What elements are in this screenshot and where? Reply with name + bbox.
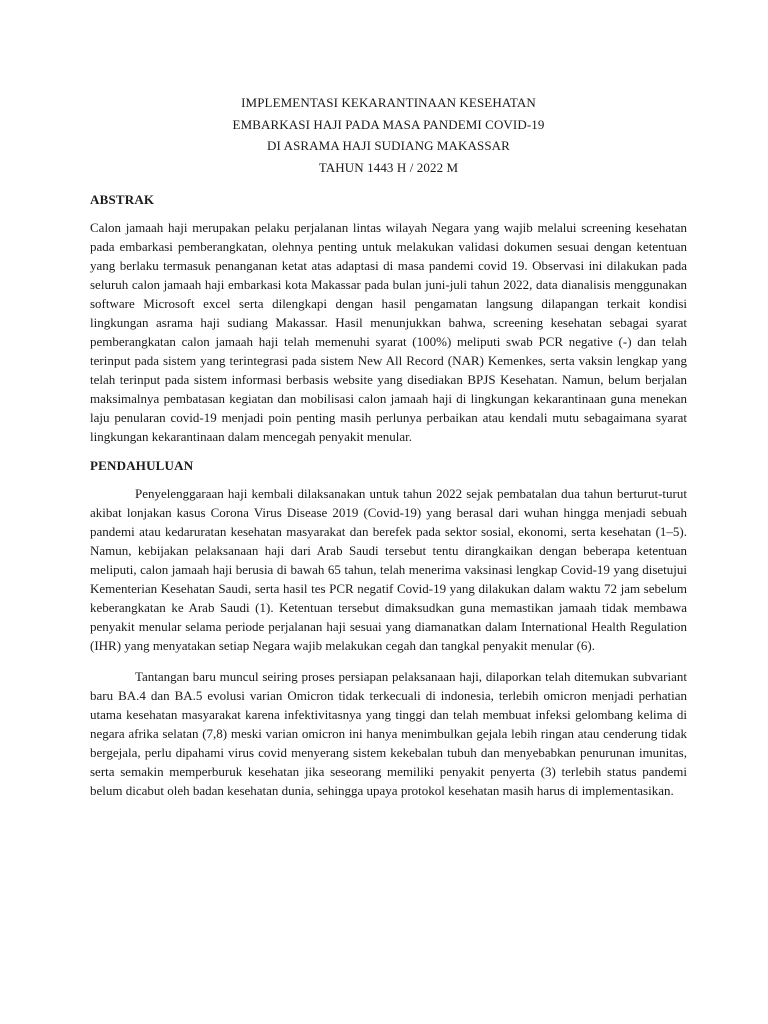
abstract-heading: ABSTRAK [90, 192, 155, 207]
title-line-2: EMBARKASI HAJI PADA MASA PANDEMI COVID-19 [232, 116, 545, 132]
paper-title [90, 92, 687, 178]
title-line-1: IMPLEMENTASI KEKARANTINAAN KESEHATAN [241, 95, 536, 110]
introduction-heading: PENDAHULUAN [90, 458, 194, 473]
title-line-3: DI ASRAMA HAJI SUDIANG MAKASSAR [267, 138, 510, 153]
title-line-4: TAHUN 1443 H / 2022 M [318, 159, 459, 175]
introduction-paragraph-2: Tantangan baru muncul seiring proses persiapan pelaksanaan haji, dilaporkan telah ditemukan subvariant baru BA.4 dan BA.5 evolusi varian Omicron tidak terkecuali di indonesia, terlebih omicron menjadi perhatian utama kesehatan masyarakat karena infektivitasnya yang tinggi dan telah membuat infeksi gelombang kelima di negara afrika selatan (7,8) meski varian omicron ini hanya menimbulkan gejala lebih ringan atau cenderung tidak bergejala, perlu dipahami virus covid menyerang sistem kekebalan tubuh dan menyebabkan penurunan imunitas, serta semakin memperburuk kesehatan jika seseorang memiliki penyakit penyerta (3) terlebih status pandemi belum dicabut oleh badan kesehatan dunia, sehingga upaya protokol kesehatan masih harus di implementasikan. [90, 669, 687, 798]
abstract-text: Calon jamaah haji merupakan pelaku perjalanan lintas wilayah Negara yang wajib melalui screening kesehatan pada embarkasi pemberangkatan, olehnya penting untuk melakukan validasi dokumen sesuai dengan ketentuan yang berlaku termasuk penanganan ketat atas adaptasi di masa pandemi covid 19. Observasi ini dilakukan pada seluruh calon jamaah haji embarkasi kota Makassar pada bulan juni-juli tahun 2022, data dianalisis menggunakan software Microsoft excel serta dilengkapi dengan hasil pengamatan langsung dilapangan terkait kondisi lingkungan asrama haji sudiang Makassar. Hasil menunjukkan bahwa, screening kesehatan sebagai syarat pemberangkatan calon jamaah haji telah memenuhi syarat (100%) meliputi swab PCR negative (-) dan telah terinput pada sistem yang terintegrasi pada sistem New All Record (NAR) Kemenkes, serta vaksin lengkap yang telah terinput pada sistem informasi berbasis website yang disediakan BPJS Kesehatan. Namun, belum berjalan maksimalnya pembatasan kegiatan dan mobilisasi calon jamaah haji di lingkungan kekarantinaan guna menekan laju penularan covid-19 menjadi poin penting masih perlunya perbaikan atau kendali mutu sebagaimana syarat lingkungan kekarantinaan dalam mencegah penyakit menular. [90, 220, 687, 444]
introduction-paragraph-1: Penyelenggaraan haji kembali dilaksanakan untuk tahun 2022 sejak pembatalan dua tahun berturut-turut akibat lonjakan kasus Corona Virus Disease 2019 (Covid-19) yang berasal dari wuhan hingga menjadi sebuah pandemi atau kedaruratan kesehatan masyarakat dan berefek pada sektor sosial, ekonomi, serta kesehatan (1–5). Namun, kebijakan pelaksanaan haji dari Arab Saudi tersebut tentu dirangkaikan dengan beberapa ketentuan meliputi, calon jamaah haji berusia di bawah 65 tahun, telah menerima vaksinasi lengkap Covid-19 yang disetujui Kementerian Kesehatan Saudi, serta hasil tes PCR negatif Covid-19 yang dilakukan dalam waktu 72 jam sebelum keberangkatan ke Arab Saudi (1). Ketentuan tersebut dimaksudkan guna memastikan jamaah tidak membawa penyakit menular selama periode perjalanan haji sesuai yang diamanatkan dalam International Health Regulation (IHR) yang menyatakan setiap Negara wajib melakukan cegah dan tangkal penyakit menular (6). [90, 486, 687, 653]
